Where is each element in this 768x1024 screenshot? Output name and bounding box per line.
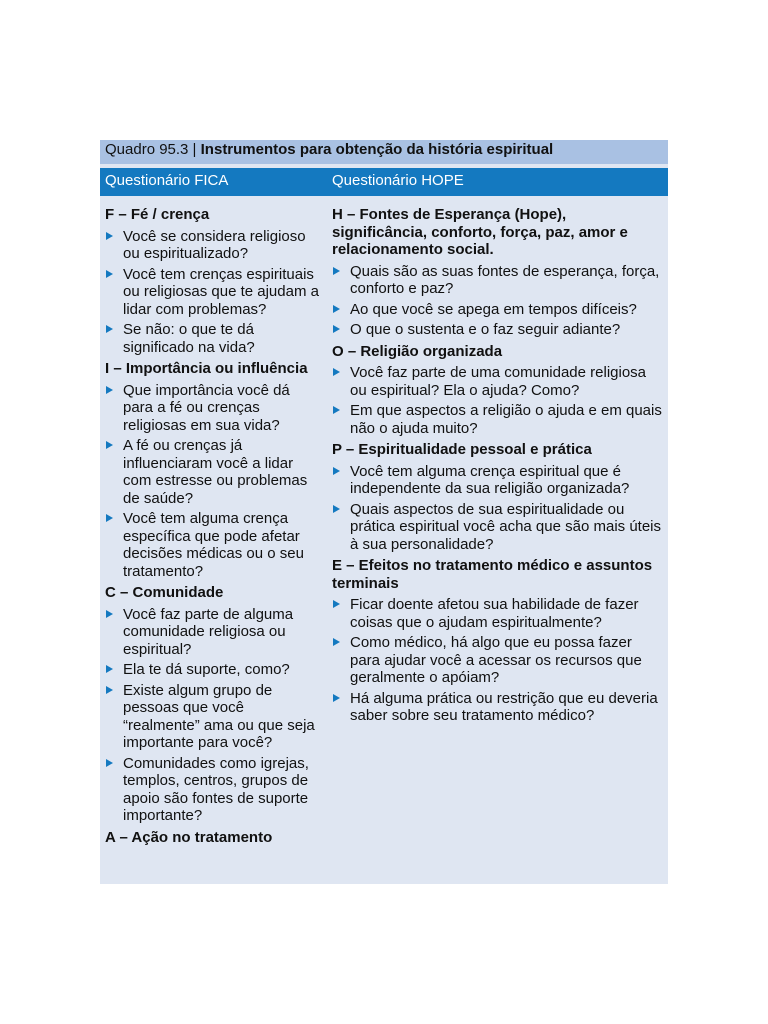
triangle-bullet-icon <box>333 600 340 608</box>
list-item <box>105 606 323 659</box>
list-item <box>332 596 662 631</box>
list-item <box>105 510 323 580</box>
list-item-text: Você tem alguma crença espiritual que é independente da sua religião organizada? <box>350 462 630 497</box>
triangle-bullet-icon <box>333 325 340 333</box>
fica-section-title: A – Ação no tratamento <box>105 828 273 846</box>
triangle-bullet-icon <box>106 759 113 767</box>
list-item <box>332 364 662 399</box>
list-item <box>105 755 323 825</box>
table-caption <box>100 140 668 164</box>
triangle-bullet-icon <box>333 505 340 513</box>
list-item-text: Quais aspectos de sua espiritualidade ou prática espiritual você acha que são mais úteis à sua personalidade? <box>350 500 662 553</box>
list-item <box>105 682 323 752</box>
list-item-text: Comunidades como igrejas, templos, centros, grupos de apoio são fontes de suporte importante? <box>123 754 309 824</box>
list-item-text: Que importância você dá para a fé ou crenças religiosas em sua vida? <box>123 381 290 434</box>
fica-section-title: I – Importância ou influência <box>105 360 308 377</box>
caption-title: Instrumentos para obtenção da história espiritual <box>200 141 554 158</box>
triangle-bullet-icon <box>333 305 340 313</box>
list-item-text: Ela te dá suporte, como? <box>123 661 290 678</box>
triangle-bullet-icon <box>106 665 113 673</box>
list-item-text: Você se considera religioso ou espiritualizado? <box>123 227 306 262</box>
caption-label: Quadro 95.3 | <box>105 141 197 158</box>
fica-section-title: F – Fé / crença <box>105 206 210 223</box>
triangle-bullet-icon <box>106 441 113 449</box>
hope-column <box>332 206 662 729</box>
fica-section-list <box>105 382 323 581</box>
hope-section-list <box>332 263 662 339</box>
list-item-text: Existe algum grupo de pessoas que você “realmente” ama ou que seja importante para você? <box>123 681 315 751</box>
hope-section-list <box>332 463 662 554</box>
list-item <box>332 263 662 298</box>
triangle-bullet-icon <box>333 368 340 376</box>
list-item <box>332 690 662 725</box>
list-item-text: Você tem crenças espirituais ou religiosas que te ajudam a lidar com problemas? <box>123 265 319 318</box>
header-fica: Questionário FICA <box>105 172 229 189</box>
triangle-bullet-icon <box>333 467 340 475</box>
triangle-bullet-icon <box>333 267 340 275</box>
list-item-text: Em que aspectos a religião o ajuda e em quais não o ajuda muito? <box>350 402 662 437</box>
fica-section-title: C – Comunidade <box>105 584 224 601</box>
list-item <box>332 463 662 498</box>
list-item-text: A fé ou crenças já influenciaram você a lidar com estresse ou problemas de saúde? <box>123 437 308 507</box>
header-hope: Questionário HOPE <box>332 172 464 189</box>
list-item-text: O que o sustenta e o faz seguir adiante? <box>350 321 621 338</box>
list-item <box>105 321 323 356</box>
list-item <box>332 301 662 319</box>
list-item-text: Você faz parte de alguma comunidade religiosa ou espiritual? <box>123 605 294 658</box>
triangle-bullet-icon <box>106 610 113 618</box>
fica-column <box>105 206 323 850</box>
list-item <box>105 661 323 679</box>
triangle-bullet-icon <box>106 686 113 694</box>
list-item-text: Como médico, há algo que eu possa fazer para ajudar você a acessar os recursos que geralmente o apóiam? <box>350 634 642 686</box>
triangle-bullet-icon <box>333 406 340 414</box>
list-item <box>105 382 323 435</box>
hope-section-title: H – Fontes de Esperança (Hope), significância, conforto, força, paz, amor e relacionamento social. <box>332 206 628 258</box>
list-item <box>105 266 323 319</box>
fica-section-list <box>105 228 323 357</box>
list-item <box>332 501 662 554</box>
list-item <box>332 634 662 687</box>
list-item <box>332 321 662 339</box>
list-item-text: Se não: o que te dá significado na vida? <box>123 321 255 356</box>
list-item-text: Quais são as suas fontes de esperança, força, conforto e paz? <box>350 262 660 297</box>
triangle-bullet-icon <box>106 232 113 240</box>
hope-section-title: E – Efeitos no tratamento médico e assuntos terminais <box>332 557 653 592</box>
triangle-bullet-icon <box>333 694 340 702</box>
list-item-text: Há alguma prática ou restrição que eu deveria saber sobre seu tratamento médico? <box>350 689 658 724</box>
fica-section-list <box>105 606 323 825</box>
hope-section-title: P – Espiritualidade pessoal e prática <box>332 441 592 458</box>
column-header-row <box>100 168 668 196</box>
triangle-bullet-icon <box>106 270 113 278</box>
list-item-text: Ao que você se apega em tempos difíceis? <box>350 300 637 318</box>
triangle-bullet-icon <box>106 514 113 522</box>
list-item <box>105 228 323 263</box>
hope-section-list <box>332 596 662 725</box>
quadro-table <box>100 140 668 884</box>
list-item-text: Você tem alguma crença específica que pode afetar decisões médicas ou o seu tratamento? <box>123 510 304 580</box>
list-item <box>105 437 323 507</box>
hope-section-title: O – Religião organizada <box>332 342 503 360</box>
list-item-text: Ficar doente afetou sua habilidade de fazer coisas que o ajudam espiritualmente? <box>350 596 639 631</box>
list-item-text: Você faz parte de uma comunidade religiosa ou espiritual? Ela o ajuda? Como? <box>350 364 647 399</box>
triangle-bullet-icon <box>106 325 113 333</box>
hope-section-list <box>332 364 662 437</box>
list-item <box>332 402 662 437</box>
triangle-bullet-icon <box>106 386 113 394</box>
triangle-bullet-icon <box>333 638 340 646</box>
